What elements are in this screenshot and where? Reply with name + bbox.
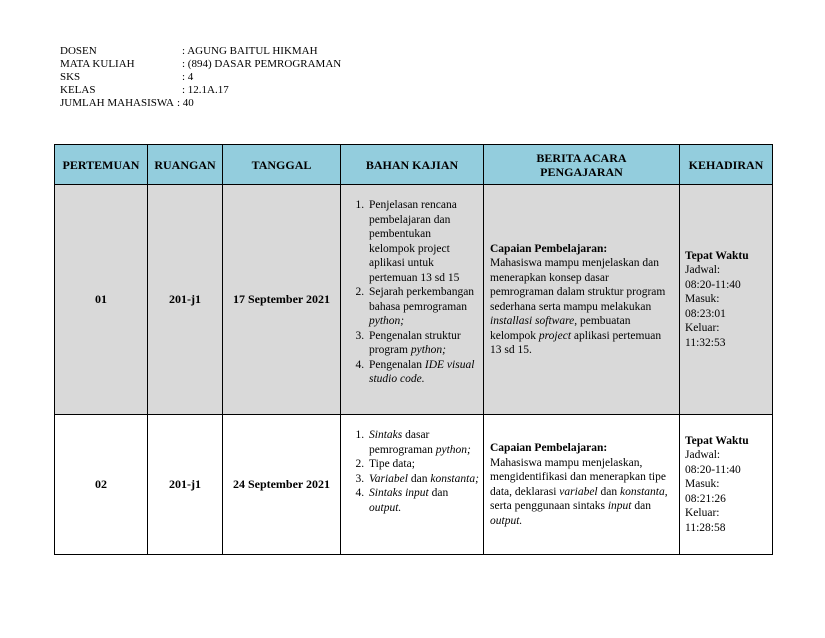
list-item: 1. Penjelasan rencana pembelajaran dan pembentukan kelompok project aplikasi untuk pertemuan 13 sd 15 <box>367 198 479 285</box>
list-item: 2. Sejarah perkembangan bahasa pemrograman python; <box>367 285 479 329</box>
table-header-row <box>55 145 773 185</box>
info-label: JUMLAH MAHASISWA <box>60 97 174 109</box>
column-header-date: TANGGAL <box>223 145 341 185</box>
column-header-attendance: KEHADIRAN <box>680 145 773 185</box>
date: 17 September 2021 <box>223 185 341 415</box>
list-item: 4. Sintaks input dan output. <box>367 486 479 515</box>
topics-cell <box>341 185 484 415</box>
list-item: 2. Tipe data; <box>367 457 479 472</box>
room: 201-j1 <box>148 415 223 555</box>
date: 24 September 2021 <box>223 415 341 555</box>
info-value: : AGUNG BAITUL HIKMAH <box>182 45 318 57</box>
list-item: 1. Sintaks dasar pemrograman python; <box>367 428 479 457</box>
report-text: Capaian Pembelajaran: Mahasiswa mampu menjelaskan dan menerapkan konsep dasar pemrograman dalam struktur program sederhana serta mampu melakukan installasi software, pembuatan kelompok project aplikasi pertemuan 13 sd 15. <box>490 242 666 356</box>
info-label: SKS <box>60 71 81 83</box>
report-cell <box>484 415 680 555</box>
info-value: : 12.1A.17 <box>182 84 229 96</box>
info-row-credits <box>60 71 341 84</box>
teaching-journal-table <box>54 144 773 555</box>
info-row-course <box>60 58 341 71</box>
room: 201-j1 <box>148 185 223 415</box>
column-header-topics: BAHAN KAJIAN <box>341 145 484 185</box>
report-cell <box>484 185 680 415</box>
list-item: 3. Variabel dan konstanta; <box>367 472 479 487</box>
topics-list <box>341 185 483 387</box>
report-text: Capaian Pembelajaran: Mahasiswa mampu menjelaskan, mengidentifikasi dan menerapkan tipe data, deklarasi variabel dan konstanta, serta penggunaan sintaks input dan output. <box>490 442 668 527</box>
attendance-status: Tepat Waktu <box>685 249 749 262</box>
info-row-lecturer <box>60 45 341 58</box>
info-value: : 4 <box>182 71 194 83</box>
attendance-cell <box>680 415 773 555</box>
column-header-report: BERITA ACARA PENGAJARAN <box>484 145 680 185</box>
list-item: 4. Pengenalan IDE visual studio code. <box>367 358 479 387</box>
table-row <box>55 185 773 415</box>
meeting-number: 01 <box>55 185 148 415</box>
table-row <box>55 415 773 555</box>
attendance-info: Tepat Waktu Jadwal: 08:20-11:40 Masuk: 08:21:26 Keluar: 11:28:58 <box>685 434 749 534</box>
info-row-class <box>60 84 341 97</box>
info-label: KELAS <box>60 84 96 96</box>
info-label: MATA KULIAH <box>60 58 135 70</box>
list-item: 3. Pengenalan struktur program python; <box>367 329 479 358</box>
course-info <box>60 45 341 110</box>
info-row-students <box>60 97 341 110</box>
attendance-info: Tepat Waktu Jadwal: 08:20-11:40 Masuk: 08:23:01 Keluar: 11:32:53 <box>685 249 749 349</box>
info-value: : (894) DASAR PEMROGRAMAN <box>182 58 342 70</box>
info-value: : 40 <box>176 97 194 109</box>
column-header-meeting: PERTEMUAN <box>55 145 148 185</box>
attendance-cell <box>680 185 773 415</box>
info-label: DOSEN <box>60 45 97 57</box>
attendance-status: Tepat Waktu <box>685 434 749 447</box>
column-header-room: RUANGAN <box>148 145 223 185</box>
meeting-number: 02 <box>55 415 148 555</box>
topics-list <box>341 415 483 515</box>
topics-cell <box>341 415 484 555</box>
